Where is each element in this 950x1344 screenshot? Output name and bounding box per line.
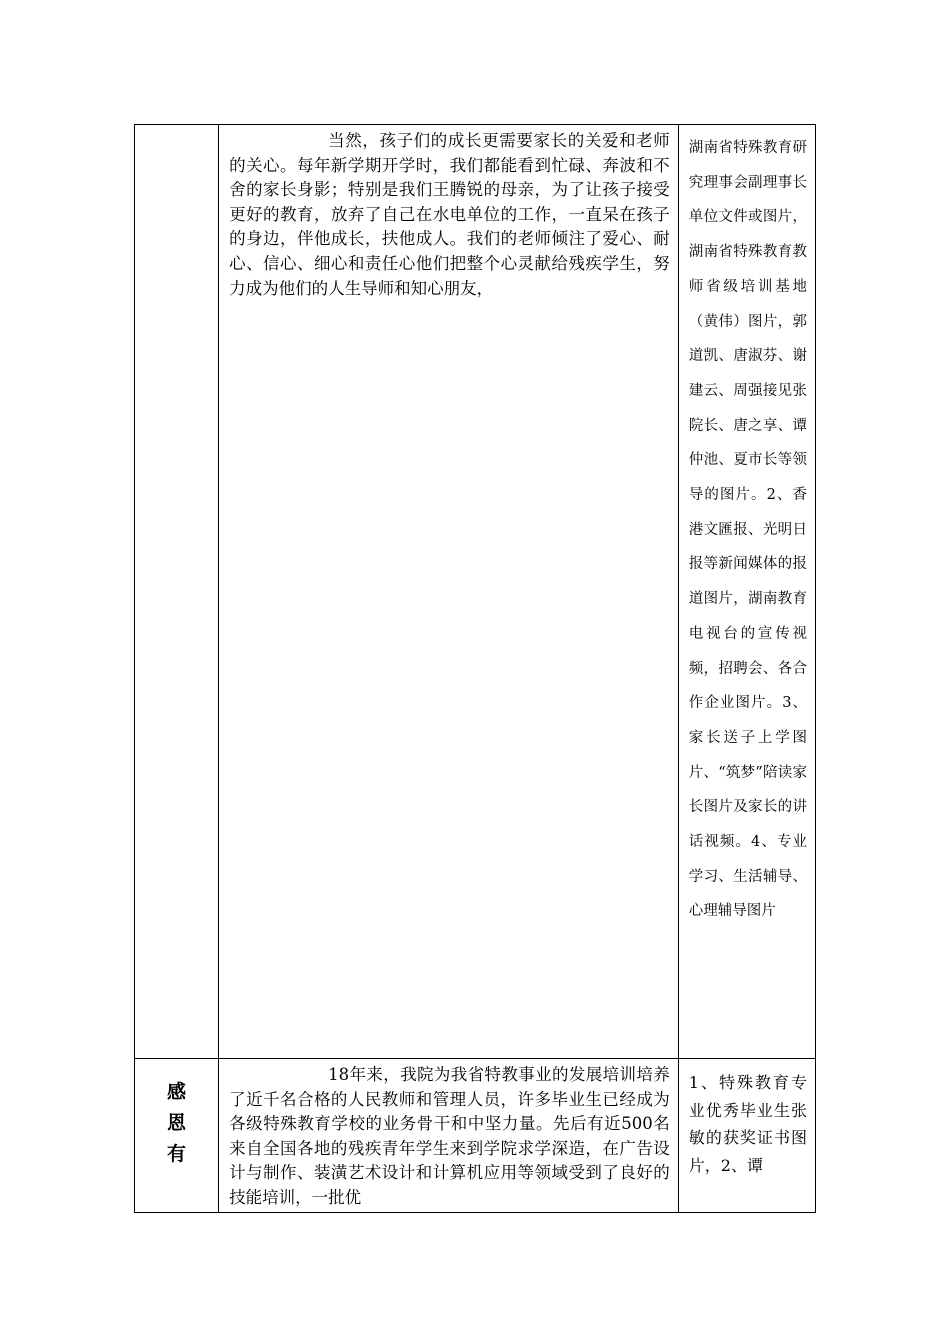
evidence-paragraph: 1、特殊教育专业优秀毕业生张敏的获奖证书图片，2、谭 [688,1073,807,1175]
content-cell [219,125,679,1059]
content-paragraph: 18年来，我院为我省特教事业的发展培训培养了近千名合格的人民教师和管理人员，许多毕业生已经成为各级特殊教育学校的业务骨干和中坚力量。先后有近500名来自全国各地的残疾青年学生来到学院求学深造，在广告设计与制作、装潢艺术设计和计算机应用等领域受到了良好的技能培训，一批优 [229,1065,670,1207]
evidence-cell [678,1059,815,1213]
content-cell [219,1059,679,1213]
document-table [134,124,816,1213]
category-char: 恩 [167,1112,187,1134]
table-row [135,125,816,1059]
content-paragraph: 当然，孩子们的成长更需要家长的关爱和老师的关心。每年新学期开学时，我们都能看到忙碌、奔波和不舍的家长身影；特别是我们王腾锐的母亲，为了让孩子接受更好的教育，放弃了自己在水电单位的工作，一直呆在孩子的身边，伴他成长，扶他成人。我们的老师倾注了爱心、耐心、信心、细心和责任心他们把整个心灵献给残疾学生，努力成为他们的人生导师和知心朋友， [229,131,670,298]
category-char: 感 [167,1081,187,1103]
category-label-vertical [135,1059,218,1170]
evidence-cell [678,125,815,1059]
table-row [135,1059,816,1213]
evidence-paragraph: 湖南省特殊教育研究理事会副理事长单位文件或图片，湖南省特殊教育教师省级培训基地（黄伟）图片，郭道凯、唐淑芬、谢建云、周强接见张院长、唐之享、谭仲池、夏市长等领导的图片。2、香港文匯报、光明日报等新闻媒体的报道图片，湖南教育电视台的宣传视频，招聘会、各合作企业图片。3、家长送子上学图片、“筑梦”陪读家长图片及家长的讲话视频。4、专业学习、生活辅导、心理辅导图片 [688,140,807,920]
category-char: 有 [167,1143,187,1165]
category-cell [135,1059,219,1213]
category-cell [135,125,219,1059]
